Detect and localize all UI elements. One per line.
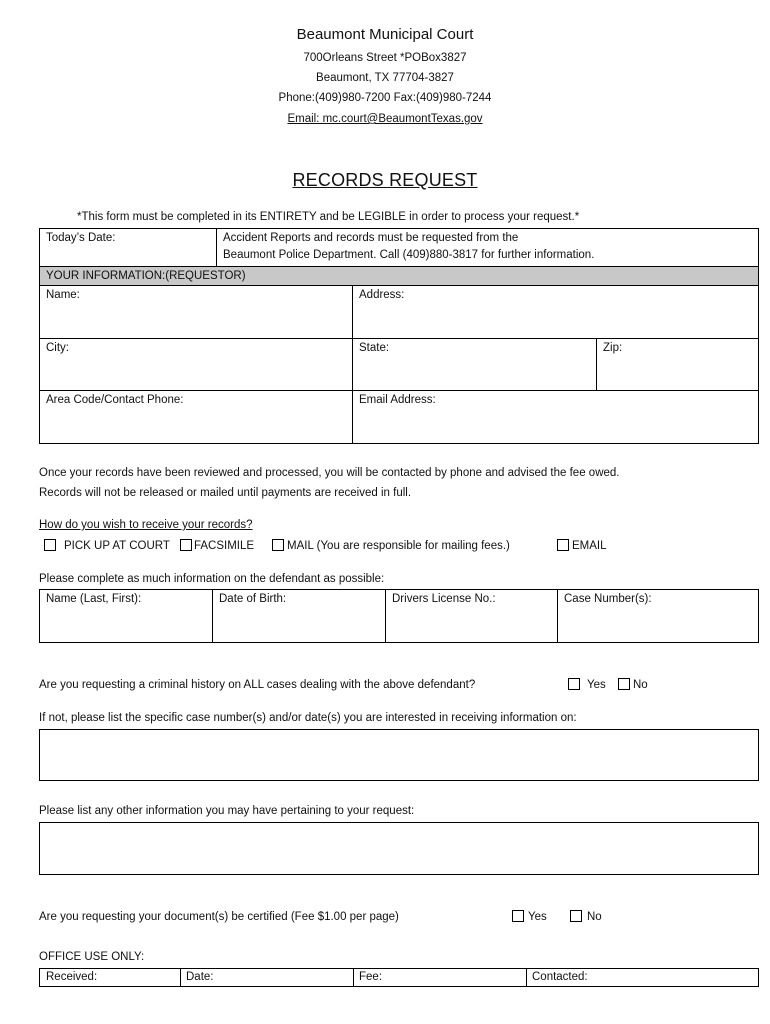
criminal-yes-label: Yes (587, 679, 606, 691)
email-delivery-checkbox[interactable] (557, 539, 569, 551)
court-phone: Phone:(409)980-7200 Fax:(409)980-7244 (278, 92, 492, 104)
office-fee-label: Fee: (359, 971, 383, 983)
court-name: Beaumont Municipal Court (296, 26, 474, 43)
office-use-table (39, 968, 759, 987)
certified-yes-label: Yes (528, 911, 547, 923)
court-city: Beaumont, TX 77704-3827 (316, 72, 454, 84)
pickup-label: PICK UP AT COURT (64, 540, 170, 552)
name-label: Name: (46, 289, 80, 301)
instruction-text: *This form must be completed in its ENTIRETY and be LEGIBLE in order to process your request.* (77, 211, 580, 223)
defendant-dl-label: Drivers License No.: (392, 593, 496, 605)
phone-label: Area Code/Contact Phone: (46, 394, 184, 406)
fax-checkbox[interactable] (180, 539, 192, 551)
certified-yes-checkbox[interactable] (512, 910, 524, 922)
state-label: State: (359, 342, 390, 354)
certified-no-checkbox[interactable] (570, 910, 582, 922)
notice-line2: Records will not be released or mailed until payments are received in full. (39, 487, 412, 499)
police-note-line1: Accident Reports and records must be requested from the (223, 232, 519, 244)
criminal-history-question: Are you requesting a criminal history on ALL cases dealing with the above defendant? (39, 679, 476, 691)
email-delivery-label: EMAIL (572, 540, 607, 552)
office-contacted-label: Contacted: (532, 971, 588, 983)
criminal-no-label: No (633, 679, 648, 691)
address-label: Address: (359, 289, 405, 301)
defendant-case-label: Case Number(s): (564, 593, 652, 605)
form-title: RECORDS REQUEST (292, 170, 478, 190)
certified-no-label: No (587, 911, 602, 923)
office-use-heading: OFFICE USE ONLY: (39, 951, 145, 963)
defendant-intro: Please complete as much information on the defendant as possible: (39, 573, 385, 585)
defendant-name-label: Name (Last, First): (46, 593, 142, 605)
defendant-dob-label: Date of Birth: (219, 593, 287, 605)
criminal-yes-checkbox[interactable] (568, 678, 580, 690)
specific-cases-field[interactable] (39, 729, 759, 781)
pickup-checkbox[interactable] (44, 539, 56, 551)
zip-label: Zip: (603, 342, 623, 354)
court-email[interactable]: Email: mc.court@BeaumontTexas.gov (287, 113, 483, 125)
police-note-line2: Beaumont Police Department. Call (409)880-3817 for further information. (223, 249, 595, 261)
certified-question: Are you requesting your document(s) be certified (Fee $1.00 per page) (39, 911, 399, 923)
requestor-section-label: YOUR INFORMATION:(REQUESTOR) (46, 270, 246, 282)
delivery-question: How do you wish to receive your records? (39, 519, 253, 531)
city-label: City: (46, 342, 69, 354)
other-info-field[interactable] (39, 822, 759, 875)
office-received-label: Received: (46, 971, 98, 983)
mail-checkbox[interactable] (272, 539, 284, 551)
specific-cases-prompt: If not, please list the specific case number(s) and/or date(s) you are interested in receiving information on: (39, 712, 577, 724)
email-label: Email Address: (359, 394, 436, 406)
fax-label: FACSIMILE (194, 540, 255, 552)
criminal-no-checkbox[interactable] (618, 678, 630, 690)
mail-label: MAIL (You are responsible for mailing fees.) (287, 540, 510, 552)
todays-date-label: Today’s Date: (46, 232, 116, 244)
office-date-label: Date: (186, 971, 214, 983)
notice-line1: Once your records have been reviewed and processed, you will be contacted by phone and advised the fee owed. (39, 467, 620, 479)
court-address: 700Orleans Street *POBox3827 (303, 52, 467, 64)
other-info-prompt: Please list any other information you may have pertaining to your request: (39, 805, 415, 817)
